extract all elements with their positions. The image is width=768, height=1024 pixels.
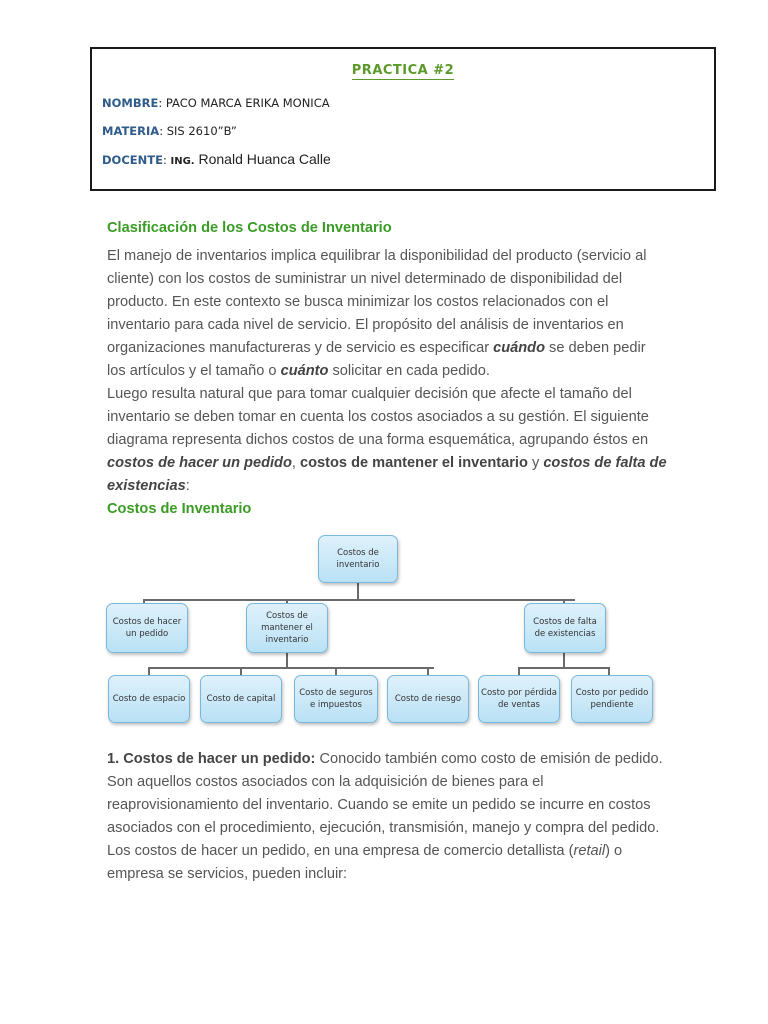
diagram-intro-paragraph: Luego resulta natural que para tomar cualquier decisión que afecte el tamaño del inventario se deben tomar en cuenta los costos asociados a su gestión. El siguiente diagrama representa dichos costos de una forma esquemática, agrupando éstos en costos de hacer un pedido, costos de mantener el inventario y costos de falta de existencias: — [107, 386, 667, 494]
diagram-heading: Costos de Inventario — [107, 501, 252, 517]
node-perdida-ventas: Costo por pérdida de ventas — [478, 675, 560, 723]
node-hacer-pedido: Costos de hacer un pedido — [106, 603, 188, 653]
nombre-row — [102, 96, 330, 110]
connector — [148, 667, 434, 669]
section-classification — [107, 217, 667, 521]
materia-value: : SIS 2610”B” — [159, 124, 237, 138]
practice-title: PRACTICA #2 — [351, 63, 455, 78]
node-costos-inventario: Costos de inventario — [318, 535, 398, 583]
node-pedido-pendiente: Costo por pedido pendiente — [571, 675, 653, 723]
node-falta-existencias: Costos de falta de existencias — [524, 603, 606, 653]
ordering-costs-title: 1. Costos de hacer un pedido: — [107, 751, 316, 767]
node-costo-espacio: Costo de espacio — [108, 675, 190, 723]
nombre-value: : PACO MARCA ERIKA MONICA — [158, 96, 330, 110]
connector — [143, 599, 575, 601]
node-costo-riesgo: Costo de riesgo — [387, 675, 469, 723]
nombre-label: NOMBRE — [102, 96, 159, 110]
node-mantener-inventario: Costos de mantener el inventario — [246, 603, 328, 653]
connector — [357, 581, 359, 599]
ordering-costs-list-intro: Los costos de hacer un pedido, en una empresa de comercio detallista (retail) o empresa se servicios, pueden incluir: — [107, 843, 623, 882]
materia-row — [102, 124, 237, 138]
materia-label: MATERIA — [102, 124, 160, 138]
docente-row: DOCENTE: ING. Ronald Huanca Calle — [102, 151, 331, 167]
node-costo-capital: Costo de capital — [200, 675, 282, 723]
docente-label: DOCENTE — [102, 153, 163, 167]
connector — [518, 667, 610, 669]
docente-ing: ING. — [170, 156, 195, 167]
classification-heading: Clasificación de los Costos de Inventario — [107, 220, 392, 236]
header-box — [90, 47, 716, 191]
inventory-cost-diagram — [104, 533, 660, 729]
node-costo-seguros: Costo de seguros e impuestos — [294, 675, 378, 723]
section-ordering-costs — [107, 748, 667, 886]
intro-paragraph: El manejo de inventarios implica equilibrar la disponibilidad del producto (servicio al cliente) con los costos de suministrar un nivel determinado de disponibilidad del producto. En este contexto se busca minimizar los costos relacionados con el inventario para cada nivel de servicio. El propósito del análisis de inventarios en organizaciones manufactureras y de servicio es especificar cuándo se deben pedir los artículos y el tamaño o cuánto solicitar en cada pedido. — [107, 248, 647, 379]
docente-name: Ronald Huanca Calle — [194, 151, 331, 167]
ordering-costs-paragraph: 1. Costos de hacer un pedido: Conocido también como costo de emisión de pedido. Son aquellos costos asociados con la adquisición de bienes para el reaprovisionamiento del inventario. Cuando se emite un pedido se incurre en costos asociados con el procedimiento, ejecución, transmisión, manejo y compra del pedido. — [107, 751, 663, 836]
